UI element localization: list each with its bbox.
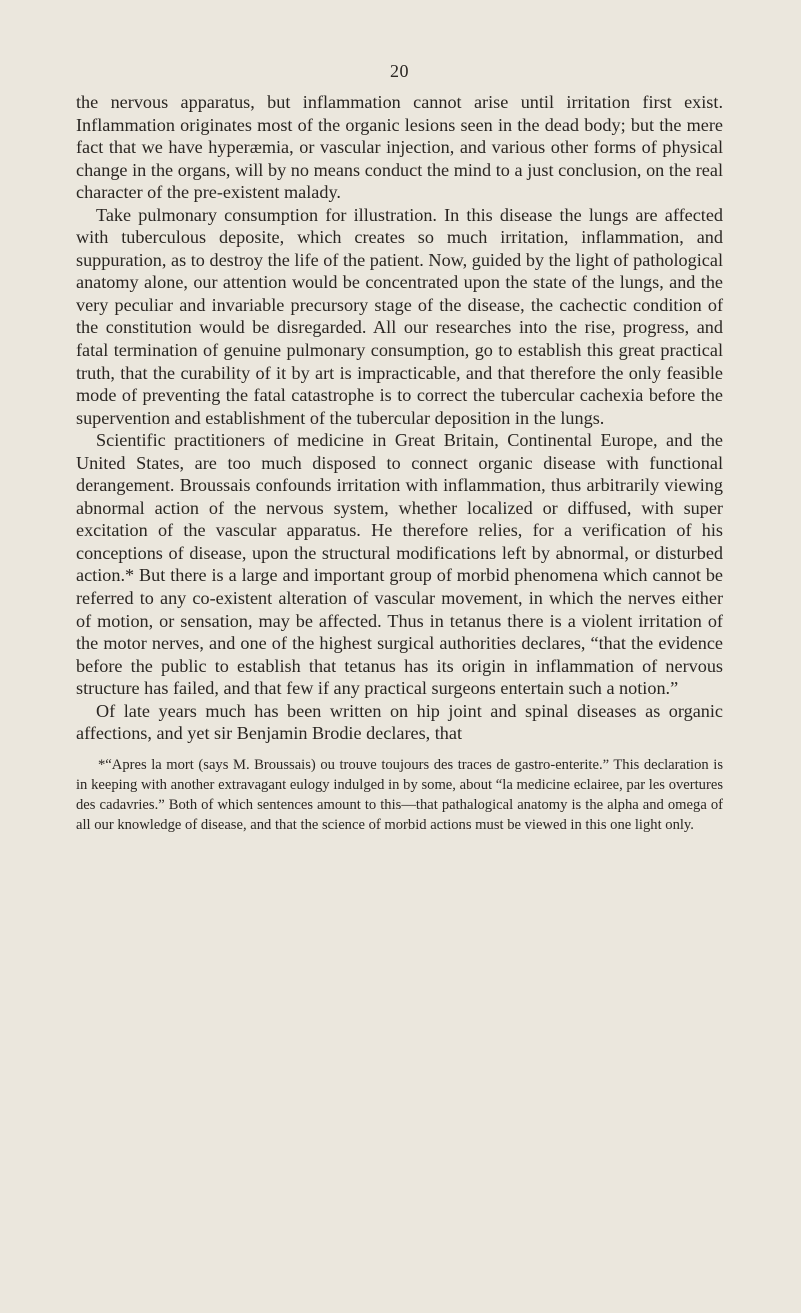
paragraph-continued: the nervous apparatus, but inflammation cannot arise until irritation first exist. Inflammation originates most of the organic lesions seen in the dead body; but the mere fact that we have hyperæmia, or vascular injection, and various other forms of physical change in the organs, will by no means conduct the mind to a just conclusion, on the real character of the pre-existent malady. bbox=[76, 92, 723, 203]
body-text bbox=[76, 91, 723, 745]
paragraph-hip-joint: Of late years much has been written on hip joint and spinal diseases as organic affections, and yet sir Benjamin Brodie declares, that bbox=[76, 700, 723, 744]
paragraph-pulmonary-consumption: Take pulmonary consumption for illustration. In this disease the lungs are affected with tuberculous deposite, which creates so much irritation, inflammation, and suppuration, as to destroy the life of the patient. Now, guided by the light of pathological anatomy alone, our attention would be concentrated upon the state of the lungs, and the very peculiar and invariable precursory stage of the disease, the cachectic condition of the constitution would be disregarded. All our researches into the rise, progress, and fatal termination of genuine pulmonary consumption, go to establish this great practical truth, that the curability of it by art is impracticable, and that therefore the only feasible mode of preventing the fatal catastrophe is to correct the tubercular cachexia before the supervention and establishment of the tubercular deposition in the lungs. bbox=[76, 204, 723, 428]
footnote-text: *“Apres la mort (says M. Broussais) ou trouve toujours des traces de gastro-enterite.” This declaration is in keeping with another extravagant eulogy indulged in by some, about “la medicine eclairee, par les overtures des cadavries.” Both of which sentences amount to this—that pathalogical anatomy is the alpha and omega of all our knowledge of disease, and that the science of morbid actions must be viewed in this one light only. bbox=[76, 756, 723, 833]
footnote bbox=[76, 755, 723, 835]
page-number: 20 bbox=[390, 61, 409, 81]
paragraph-scientific-practitioners: Scientific practitioners of medicine in Great Britain, Continental Europe, and the United States, are too much disposed to connect organic disease with functional derangement. Broussais confounds irritation with inflammation, thus arbitrarily viewing abnormal action of the nervous system, whether localized or diffused, with super excitation of the vascular apparatus. He therefore relies, for a verification of his conceptions of disease, upon the structural modifications left by abnormal, or disturbed action.* But there is a large and important group of morbid phenomena which cannot be referred to any co-existent alteration of vascular movement, in which the nerves either of motion, or sensation, may be affected. Thus in tetanus there is a violent irritation of the motor nerves, and one of the highest surgical authorities declares, “that the evidence before the public to establish that tetanus has its origin in inflammation of nervous structure has failed, and that few if any practical surgeons entertain such a notion.” bbox=[76, 430, 723, 699]
